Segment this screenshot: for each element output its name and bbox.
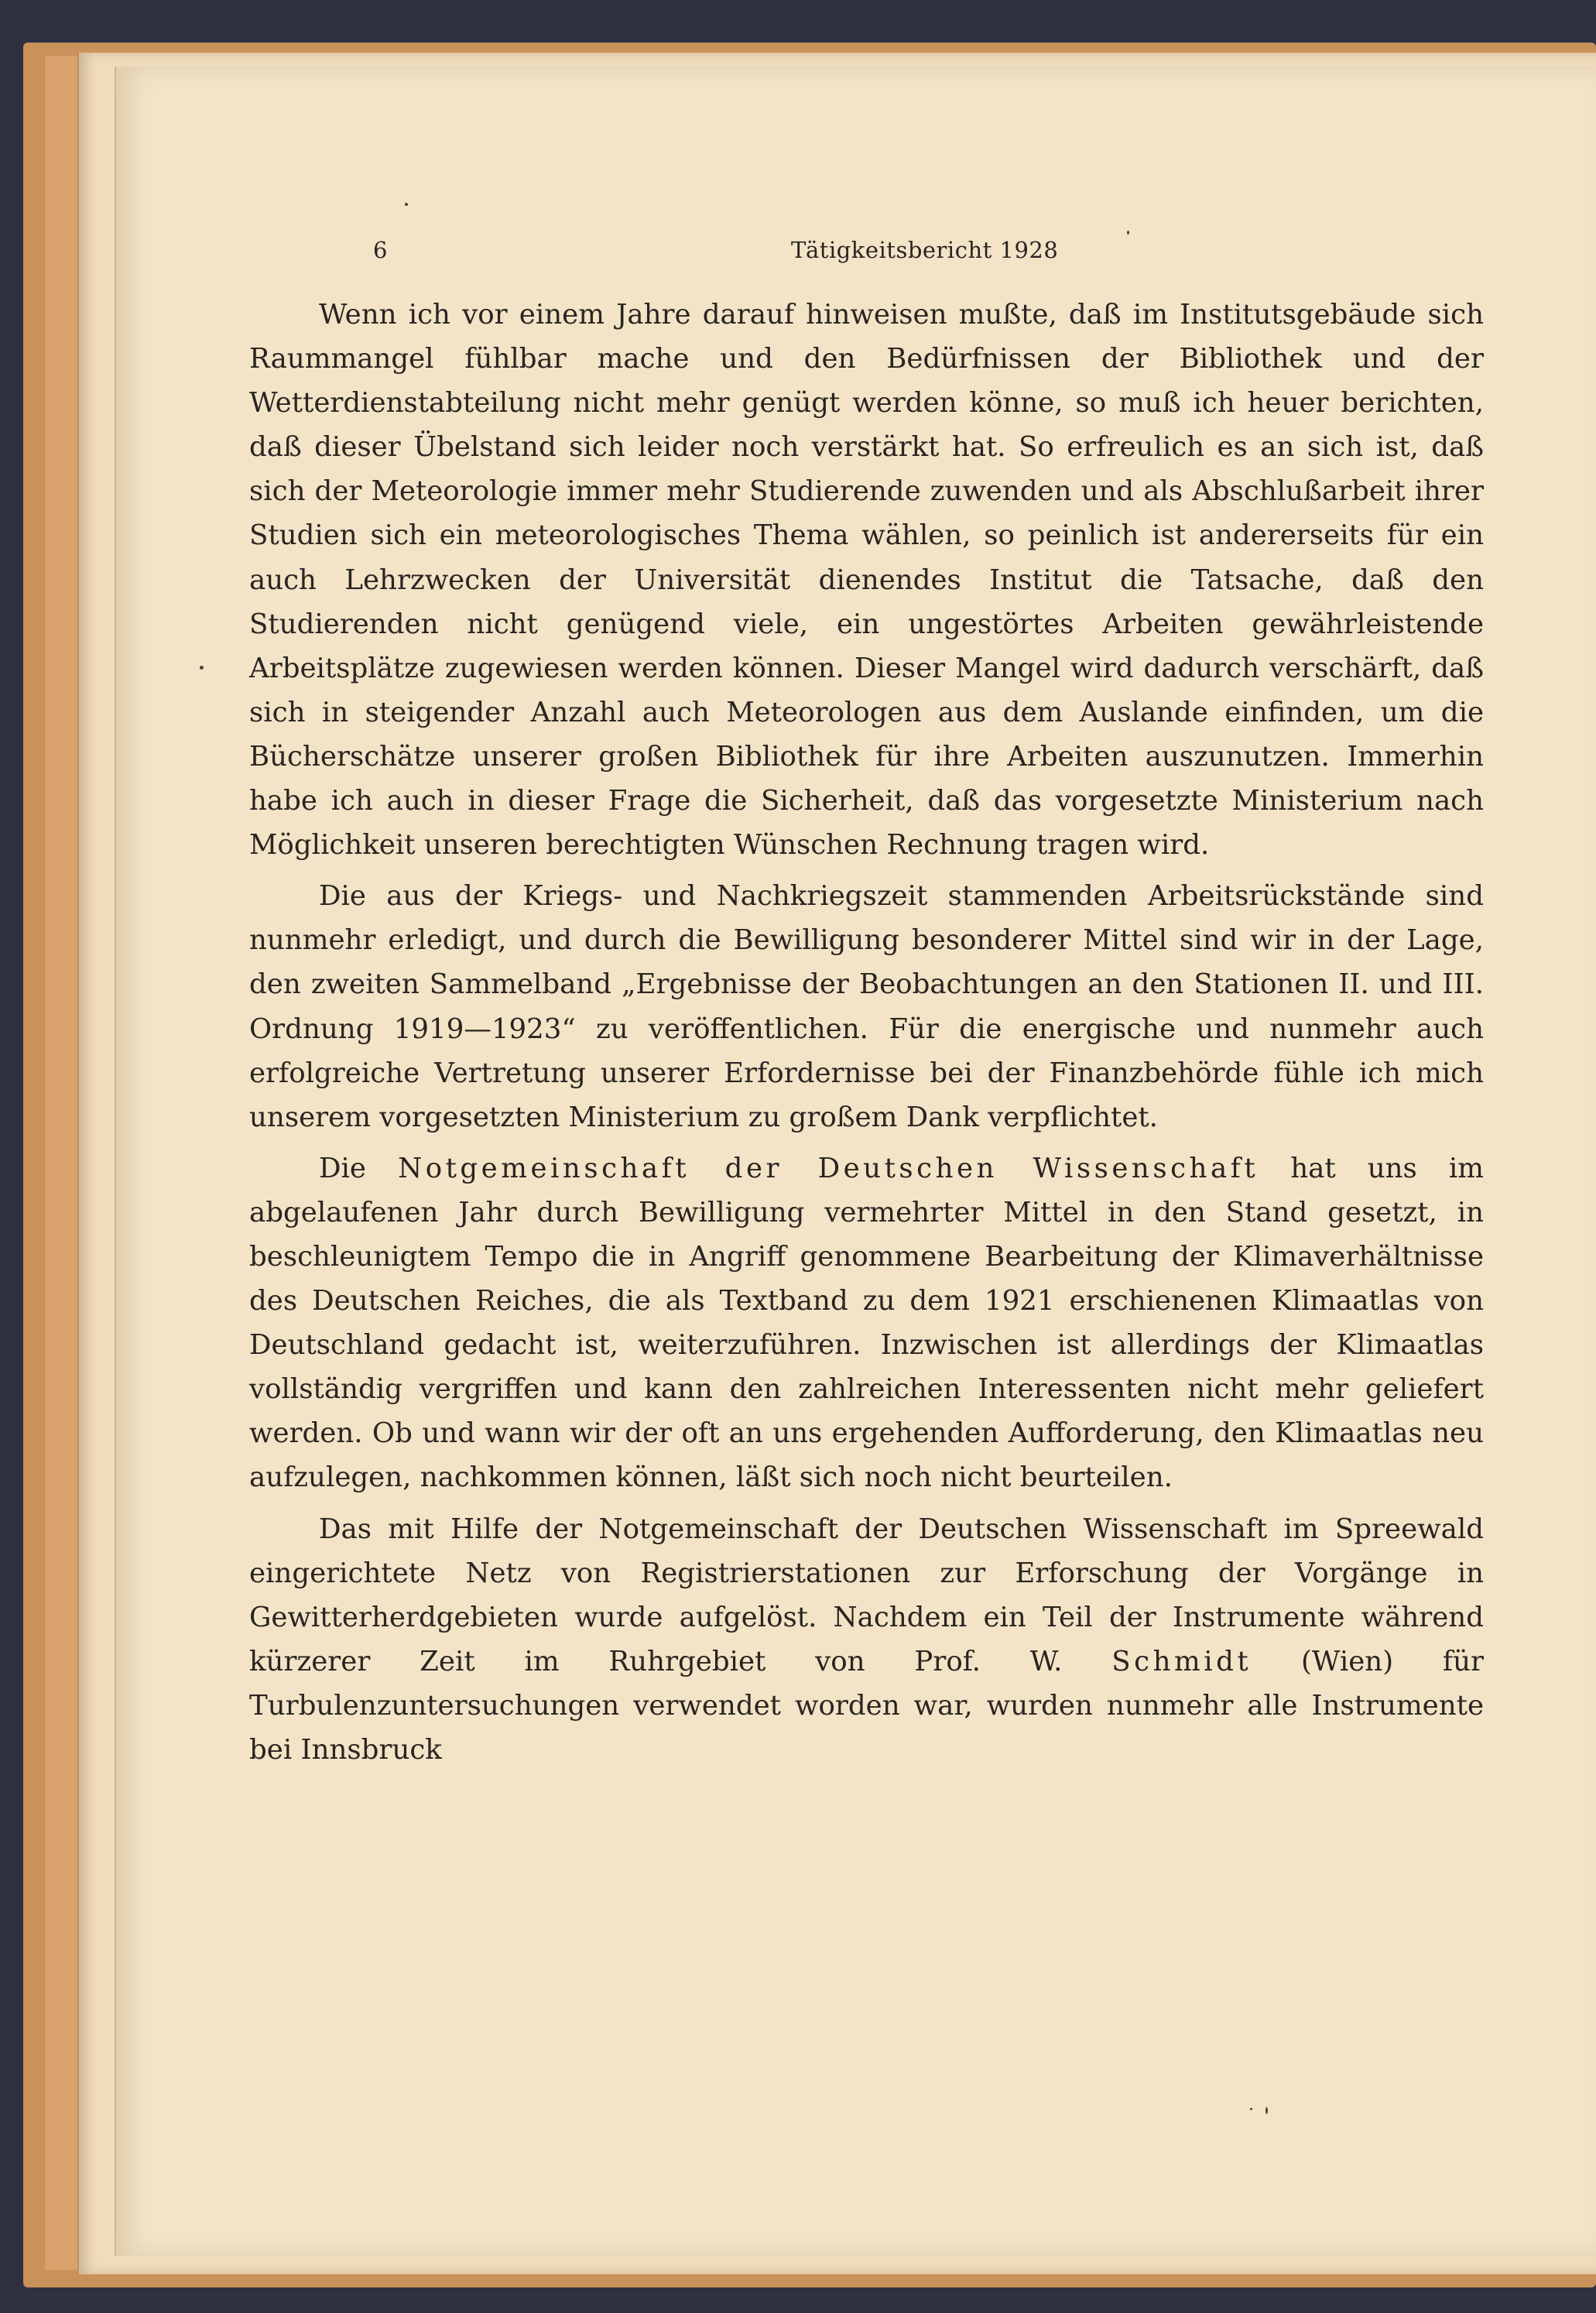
spaced-emphasis: Schmidt <box>1111 1645 1252 1677</box>
paragraph-4-lead: Das mit Hilfe der Notgemeinschaft der Deutschen Wissenschaft im Spreewald eingerichtete Netz von Registrierstationen zur Erforschung der Vorgänge in Gewitterherdgebieten wurde aufgelöst. Nachdem ein Teil der Instrumente während kürzerer Zeit im Ruhrgebiet von Prof. W. <box>249 1513 1484 1677</box>
paragraph-4 <box>249 1507 1484 1773</box>
paper-speck <box>1250 2108 1252 2110</box>
text-block <box>249 232 1484 1779</box>
paragraph-4-rest: (Wien) für Turbulenzuntersuchungen verwendet worden war, wurden nunmehr alle Instrumente bei Innsbruck <box>249 1645 1484 1766</box>
running-head-title: Tätigkeitsbericht 1928 <box>791 237 1059 263</box>
paragraph-3 <box>249 1146 1484 1500</box>
paragraph-3-lead: Die <box>319 1152 366 1184</box>
paper-speck <box>1265 2107 1268 2114</box>
paragraph-1: Wenn ich vor einem Jahre darauf hinweisen mußte, daß im Institutsgebäude sich Raummangel fühlbar mache und den Bedürfnissen der Bibliothek und der Wetterdienstabteilung nicht mehr genügt werden könne, so muß ich heuer berichten, daß dieser Übelstand sich leider noch verstärkt hat. So erfreulich es an sich ist, daß sich der Meteorologie immer mehr Studierende zuwenden und als Abschlußarbeit ihrer Studien sich ein meteorologisches Thema wählen, so peinlich ist andererseits für ein auch Lehrzwecken der Universität dienendes Institut die Tatsache, daß den Studierenden nicht genügend viele, ein ungestörtes Arbeiten gewährleistende Arbeitsplätze zugewiesen werden können. Dieser Mangel wird dadurch verschärft, daß sich in steigender Anzahl auch Meteorologen aus dem Auslande einfinden, um die Bücherschätze unserer großen Bibliothek für ihre Arbeiten auszunutzen. Immerhin habe ich auch in dieser Frage die Sicherheit, daß das vorgesetzte Ministerium nach Möglichkeit unseren berechtigten Wünschen Rechnung tragen wird. <box>249 299 1484 862</box>
paper-speck <box>405 203 408 206</box>
running-head <box>249 237 1484 268</box>
spaced-emphasis: Notgemeinschaft der Deutschen Wissenschaft <box>398 1152 1259 1184</box>
page-number: 6 <box>373 237 388 263</box>
paragraph-2: Die aus der Kriegs- und Nachkriegszeit stammenden Arbeitsrückstände sind nunmehr erledigt, und durch die Bewilligung besonderer Mittel sind wir in der Lage, den zweiten Sammelband „Ergebnisse der Beobachtungen an den Stationen II. und III. Ordnung 1919—1923“ zu veröffentlichen. Für die energische und nunmehr auch erfolgreiche Vertretung unserer Erfordernisse bei der Finanzbehörde fühle ich mich unserem vorgesetzten Ministerium zu großem Dank verpflichtet. <box>249 880 1484 1133</box>
paragraph-3-rest: hat uns im abgelaufenen Jahr durch Bewilligung vermehrter Mittel in den Stand gesetzt, in beschleunigtem Tempo die in Angriff genommene Bearbeitung der Klimaverhältnisse des Deutschen Reiches, die als Textband zu dem 1921 erschienenen Klimaatlas von Deutschland gedacht ist, weiterzuführen. Inzwischen ist allerdings der Klimaatlas vollständig vergriffen und kann den zahlreichen Interessenten nicht mehr geliefert werden. Ob und wann wir der oft an uns ergehenden Aufforderung, den Klimaatlas neu aufzulegen, nachkommen können, läßt sich noch nicht beurteilen. <box>249 1152 1485 1494</box>
paper-speck <box>200 666 204 670</box>
